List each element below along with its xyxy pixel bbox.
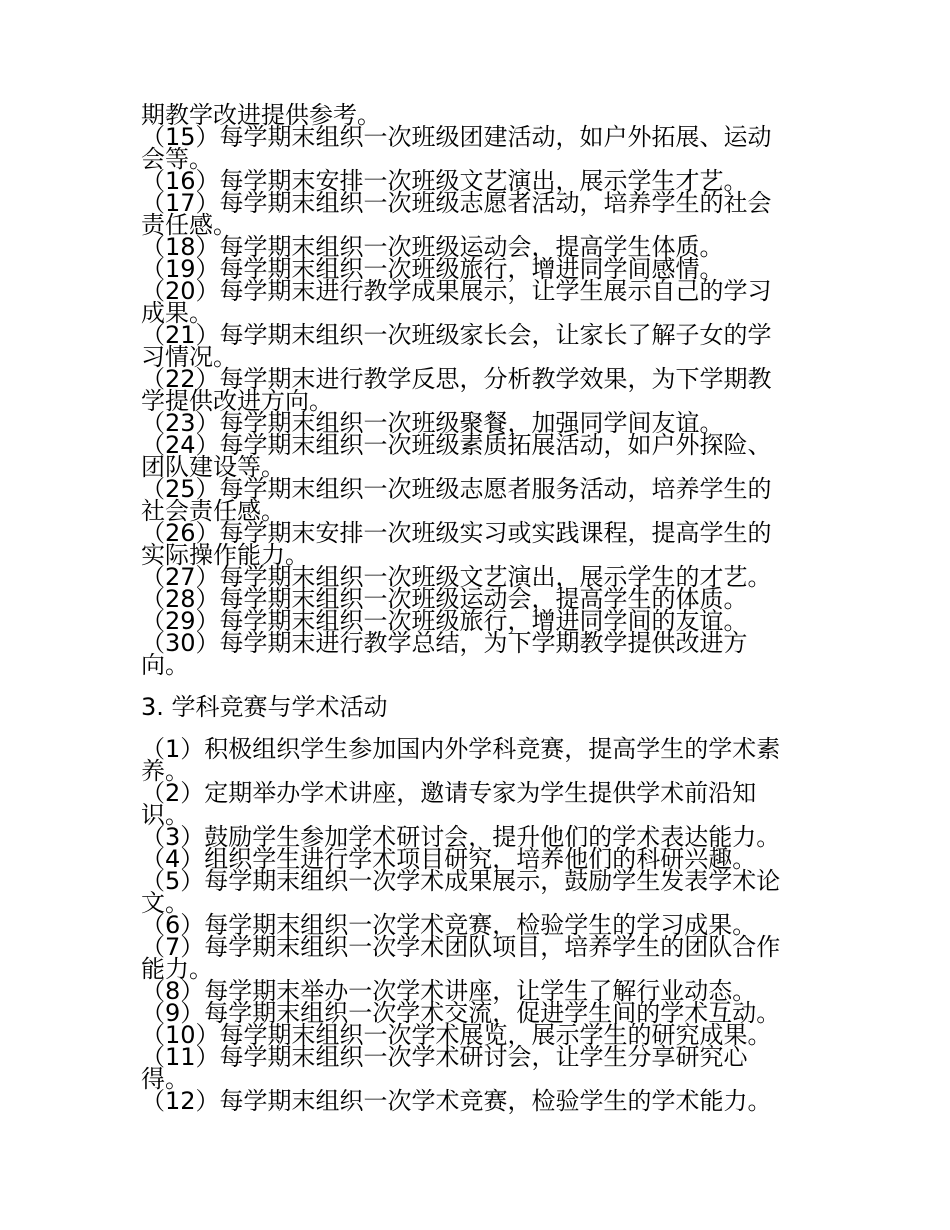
activity-item bbox=[141, 519, 806, 569]
list-item-line: （23）每学期末组织一次班级聚餐，加强同学间友谊。 bbox=[141, 409, 724, 437]
list-item-continuation: 社会责任感。 bbox=[141, 497, 285, 525]
activity-item bbox=[141, 431, 806, 481]
list-item-continuation: 文。 bbox=[141, 889, 189, 917]
list-item-line: （20）每学期末进行教学成果展示，让学生展示自己的学习 bbox=[141, 277, 772, 305]
activity-item bbox=[141, 321, 806, 371]
academic-item bbox=[141, 1043, 806, 1093]
list-item-line: （30）每学期末进行教学总结，为下学期教学提供改进方 bbox=[141, 629, 748, 657]
lead-line: 期教学改进提供参考。 bbox=[141, 101, 381, 129]
academic-item bbox=[141, 1087, 806, 1115]
list-item-continuation: 向。 bbox=[141, 651, 189, 679]
list-item-line: （7）每学期末组织一次学术团队项目，培养学生的团队合作 bbox=[141, 933, 781, 961]
activity-item bbox=[141, 189, 806, 239]
list-item-line: （6）每学期末组织一次学术竞赛，检验学生的学习成果。 bbox=[141, 911, 757, 939]
activity-list bbox=[141, 123, 806, 679]
academic-item bbox=[141, 933, 806, 983]
list-item-continuation: 学提供改进方向。 bbox=[141, 387, 333, 415]
list-item-continuation: 能力。 bbox=[141, 955, 213, 983]
activity-item bbox=[141, 365, 806, 415]
academic-item bbox=[141, 735, 806, 785]
list-item-line: （18）每学期末组织一次班级运动会，提高学生体质。 bbox=[141, 233, 724, 261]
list-item-line: （16）每学期末安排一次班级文艺演出，展示学生才艺。 bbox=[141, 167, 748, 195]
list-item-line: （29）每学期末组织一次班级旅行，增进同学间的友谊。 bbox=[141, 607, 748, 635]
list-item-line: （28）每学期末组织一次班级运动会，提高学生的体质。 bbox=[141, 585, 748, 613]
list-item-line: （3）鼓励学生参加学术研讨会，提升他们的学术表达能力。 bbox=[141, 823, 781, 851]
list-item-line: （25）每学期末组织一次班级志愿者服务活动，培养学生的 bbox=[141, 475, 772, 503]
list-item-continuation: 实际操作能力。 bbox=[141, 541, 309, 569]
list-item-continuation: 团队建设等。 bbox=[141, 453, 285, 481]
list-item-line: （4）组织学生进行学术项目研究，培养他们的科研兴趣。 bbox=[141, 845, 757, 873]
list-item-line: （10）每学期末组织一次学术展览，展示学生的研究成果。 bbox=[141, 1021, 772, 1049]
list-item-line: （11）每学期末组织一次学术研讨会，让学生分享研究心 bbox=[141, 1043, 748, 1071]
list-item-line: （24）每学期末组织一次班级素质拓展活动，如户外探险、 bbox=[141, 431, 772, 459]
list-item-line: （27）每学期末组织一次班级文艺演出，展示学生的才艺。 bbox=[141, 563, 772, 591]
list-item-continuation: 成果。 bbox=[141, 299, 213, 327]
list-item-line: （26）每学期末安排一次班级实习或实践课程，提高学生的 bbox=[141, 519, 772, 547]
list-item-line: （12）每学期末组织一次学术竞赛，检验学生的学术能力。 bbox=[141, 1087, 772, 1115]
section-heading: 3. 学科竞赛与学术活动 bbox=[141, 693, 388, 721]
list-item-line: （2）定期举办学术讲座，邀请专家为学生提供学术前沿知 bbox=[141, 779, 757, 807]
list-item-continuation: 识。 bbox=[141, 801, 189, 829]
activity-item bbox=[141, 475, 806, 525]
academic-list bbox=[141, 735, 806, 1115]
list-item-line: （8）每学期末举办一次学术讲座，让学生了解行业动态。 bbox=[141, 977, 757, 1005]
list-item-continuation: 习情况。 bbox=[141, 343, 237, 371]
list-item-continuation: 养。 bbox=[141, 757, 189, 785]
activity-item bbox=[141, 123, 806, 173]
list-item-line: （1）积极组织学生参加国内外学科竞赛，提高学生的学术素 bbox=[141, 735, 781, 763]
list-item-continuation: 会等。 bbox=[141, 145, 213, 173]
list-item-line: （22）每学期末进行教学反思，分析教学效果，为下学期教 bbox=[141, 365, 772, 393]
list-item-line: （21）每学期末组织一次班级家长会，让家长了解子女的学 bbox=[141, 321, 772, 349]
list-item-line: （9）每学期末组织一次学术交流，促进学生间的学术互动。 bbox=[141, 999, 781, 1027]
activity-item bbox=[141, 629, 806, 679]
list-item-line: （17）每学期末组织一次班级志愿者活动，培养学生的社会 bbox=[141, 189, 772, 217]
activity-item bbox=[141, 277, 806, 327]
academic-item bbox=[141, 779, 806, 829]
document-body bbox=[141, 101, 806, 1115]
academic-item bbox=[141, 867, 806, 917]
list-item-line: （5）每学期末组织一次学术成果展示，鼓励学生发表学术论 bbox=[141, 867, 781, 895]
list-item-continuation: 责任感。 bbox=[141, 211, 237, 239]
list-item-line: （15）每学期末组织一次班级团建活动，如户外拓展、运动 bbox=[141, 123, 772, 151]
list-item-line: （19）每学期末组织一次班级旅行，增进同学间感情。 bbox=[141, 255, 724, 283]
list-item-continuation: 得。 bbox=[141, 1065, 189, 1093]
